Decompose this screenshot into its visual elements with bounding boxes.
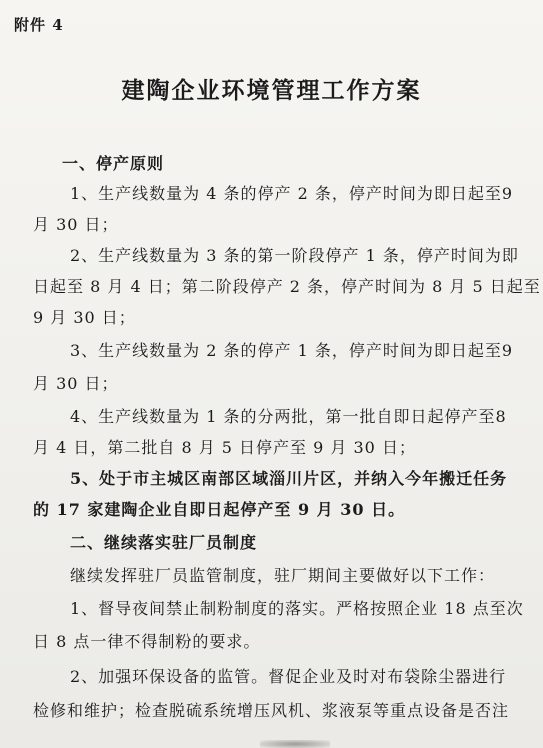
paragraph-line: 检修和维护；检查脱硫系统增压风机、浆液泵等重点设备是否注 [33,701,510,720]
paragraph-line: 3、生产线数量为 2 条的停产 1 条，停产时间为即日起至9 [70,341,514,360]
paragraph-line: 继续发挥驻厂员监管制度，驻厂期间主要做好以下工作： [70,566,496,585]
paragraph-line: 的 17 家建陶企业自即日起停产至 9 月 30 日。 [33,500,406,519]
document-title: 建陶企业环境管理工作方案 [121,77,422,104]
section-heading-1: 一、停产原则 [62,154,165,173]
page-shadow [260,740,330,748]
paragraph-line: 1、生产线数量为 4 条的停产 2 条，停产时间为即日起至9 [70,184,514,203]
paragraph-line: 2、生产线数量为 3 条的第一阶段停产 1 条，停产时间为即 [70,246,519,265]
paragraph-line: 2、加强环保设备的监管。督促企业及时对布袋除尘器进行 [70,667,507,686]
paragraph-line: 月 4 日，第二批自 8 月 5 日停产至 9 月 30 日； [33,438,416,457]
paragraph-line: 月 30 日； [33,215,119,234]
paragraph-line: 5、处于市主城区南部区域淄川片区，并纳入今年搬迁任务 [70,469,508,488]
section-heading-2: 二、继续落实驻厂员制度 [70,533,258,552]
paragraph-line: 1、督导夜间禁止制粉制度的落实。严格按照企业 18 点至次 [70,599,524,618]
paragraph-line: 日起至 8 月 4 日；第二阶段停产 2 条，停产时间为 8 月 5 日起至 [33,277,541,296]
paragraph-line: 月 30 日； [33,374,119,393]
paragraph-line: 9 月 30 日； [33,308,136,327]
annex-label: 附件 4 [14,16,64,34]
paragraph-line: 日 8 点一律不得制粉的要求。 [33,632,261,651]
paragraph-line: 4、生产线数量为 1 条的分两批，第一批自即日起停产至8 [70,407,507,426]
